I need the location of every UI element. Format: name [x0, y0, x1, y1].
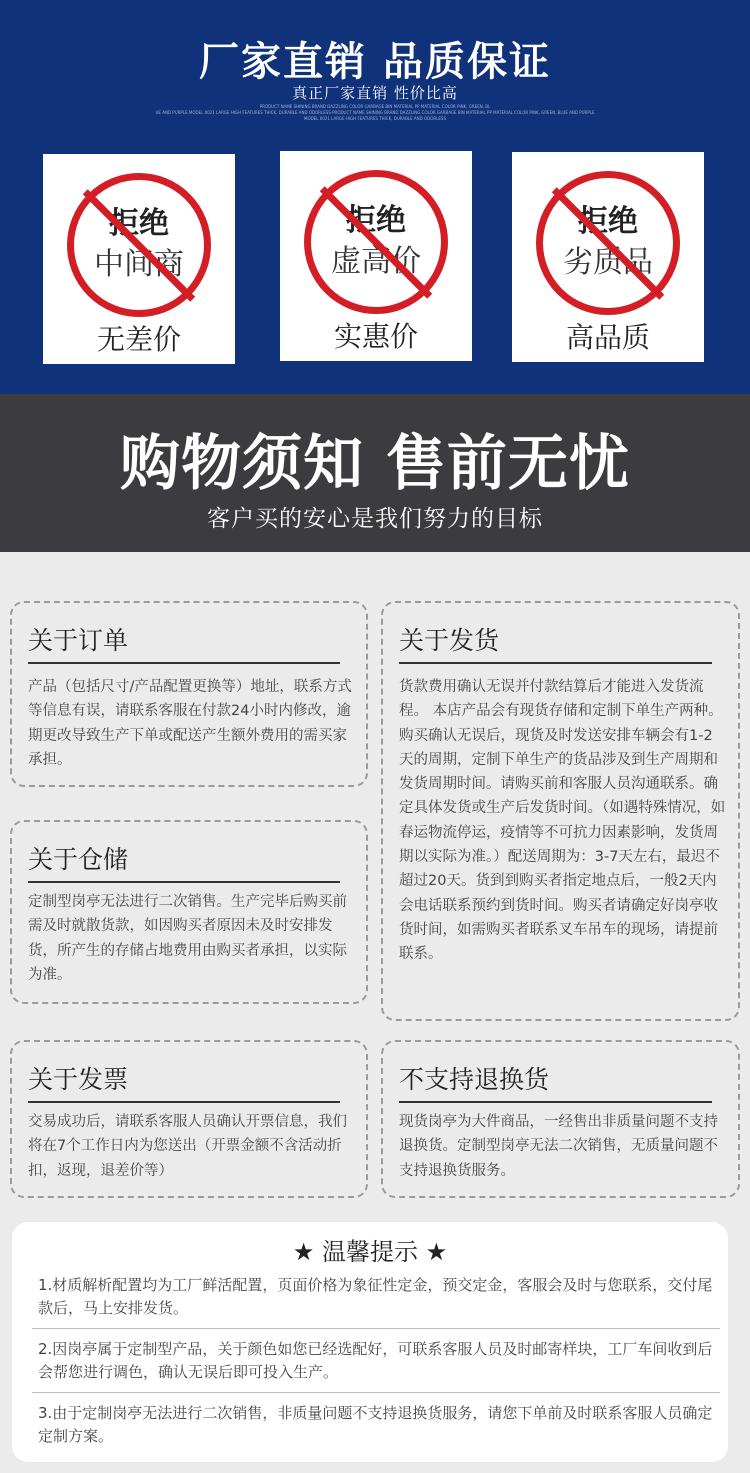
section-shipping [381, 601, 740, 1021]
card-refused-item: 劣质品 [563, 245, 653, 280]
section-rule [399, 1101, 712, 1103]
card-refuse-label: 拒绝 [578, 204, 638, 239]
banner-fine-print-3: MODEL 0021 LARGE HIGH FEATURES THICK, DURABLE AND ODORLESS [304, 116, 446, 121]
section-rule [28, 881, 340, 883]
section-title: 关于发票 [28, 1065, 129, 1094]
section-body: 产品（包括尺寸/产品配置更换等）地址，联系方式等信息有误，请联系客服在付款24小时内修改，逾期更改导致生产下单或配送产生额外费用的需买家承担。 [28, 679, 352, 768]
section-rule [28, 662, 340, 664]
section-invoice [10, 1040, 368, 1198]
promise-card-no-inflated-price [280, 151, 472, 361]
tips-title: ★ 温馨提示 ★ [292, 1238, 448, 1266]
tip-divider [32, 1328, 720, 1329]
section-body: 货款费用确认无误并付款结算后才能进入发货流程。 本店产品会有现货存储和定制下单生产两种。 购买确认无误后，现货及时发送安排车辆会有1-2天的周期，定制下单生产的货品涉及到生产周期和发货周期时间。请购买前和客服人员沟通联系。确定具体发货或生产后发货时间。（如遇特殊情况，如春运物流停运，疫情等不可抗力因素影响，发货周期以实际为准。）配送周期为：3-7天左右，最迟不超过20天。货到到购买者指定地点后，一般2天内会电话联系预约到货时间。购买者请确定好岗亭收货时间，如需购买者联系叉车吊车的现场，请提前联系。 [399, 679, 726, 963]
banner-fine-print-2: UE AND PURPLE MODEL 0021 LARGE HIGH FEATURES THICK, DURABLE AND ODORLESS PRODUCT NAME SHINING BRAND DAZZLING COLOR GARBAGE BIN MATERIAL PP MATERIAL COLOR PINK, GREEN, BLUE AND PURPLE [155, 110, 595, 115]
banner-title: 厂家直销 品质保证 [199, 39, 551, 85]
top-banner [0, 0, 750, 394]
section-rule [28, 1101, 340, 1103]
section-returns [381, 1040, 740, 1198]
section-title: 关于发货 [399, 626, 500, 655]
banner-subtitle: 真正厂家直销 性价比高 [292, 84, 458, 102]
section-body: 定制型岗亭无法进行二次销售。生产完毕后购买前需及时就散货款，如因购买者原因未及时安排发货，所产生的存储占地费用由购买者承担，以实际为准。 [28, 894, 347, 983]
section-body: 交易成功后，请联系客服人员确认开票信息，我们将在7个工作日内为您送出（开票金额不含活动折扣，返现，退差价等） [28, 1114, 347, 1179]
section-order [10, 601, 368, 787]
shopping-notice-band [0, 394, 750, 552]
section-title: 关于仓储 [28, 845, 129, 874]
tip-item: 2.因岗亭属于定制型产品，关于颜色如您已经选配好，可联系客服人员及时邮寄样块，工厂车间收到后会帮您进行调色，确认无误后即可投入生产。 [38, 1340, 713, 1381]
tip-item: 1.材质解析配置均为工厂鲜活配置，页面价格为象征性定金，预交定金，客服会及时与您联系，交付尾款后，马上安排发货。 [38, 1276, 713, 1317]
band-title: 购物须知 售前无忧 [120, 429, 630, 499]
card-refused-item: 虚高价 [331, 244, 421, 279]
band-subtitle: 客户买的安心是我们努力的目标 [207, 506, 543, 532]
promise-card-no-inferior [512, 152, 704, 362]
warm-tips-panel [12, 1222, 728, 1462]
tip-item: 3.由于定制岗亭无法进行二次销售，非质量问题不支持退换货服务，请您下单前及时联系客服人员确定定制方案。 [38, 1404, 713, 1445]
tip-divider [32, 1392, 720, 1393]
card-benefit: 高品质 [565, 321, 650, 354]
section-title: 不支持退换货 [399, 1065, 550, 1094]
card-refuse-label: 拒绝 [109, 206, 169, 241]
banner-fine-print-1: PRODUCT NAME SHINING BRAND DAZZLING COLOR GARBAGE BIN MATERIAL PP MATERIAL COLOR PINK, GREEN, BL [259, 104, 491, 109]
promise-card-no-middleman [43, 154, 235, 364]
card-benefit: 无差价 [96, 323, 181, 356]
section-body: 现货岗亭为大件商品，一经售出非质量问题不支持退换货。定制型岗亭无法二次销售，无质量问题不支持退换货服务。 [399, 1114, 718, 1179]
section-rule [399, 662, 712, 664]
card-benefit: 实惠价 [333, 320, 418, 353]
section-storage [10, 820, 368, 1004]
section-title: 关于订单 [28, 626, 129, 655]
card-refused-item: 中间商 [94, 247, 184, 282]
card-refuse-label: 拒绝 [346, 203, 406, 238]
